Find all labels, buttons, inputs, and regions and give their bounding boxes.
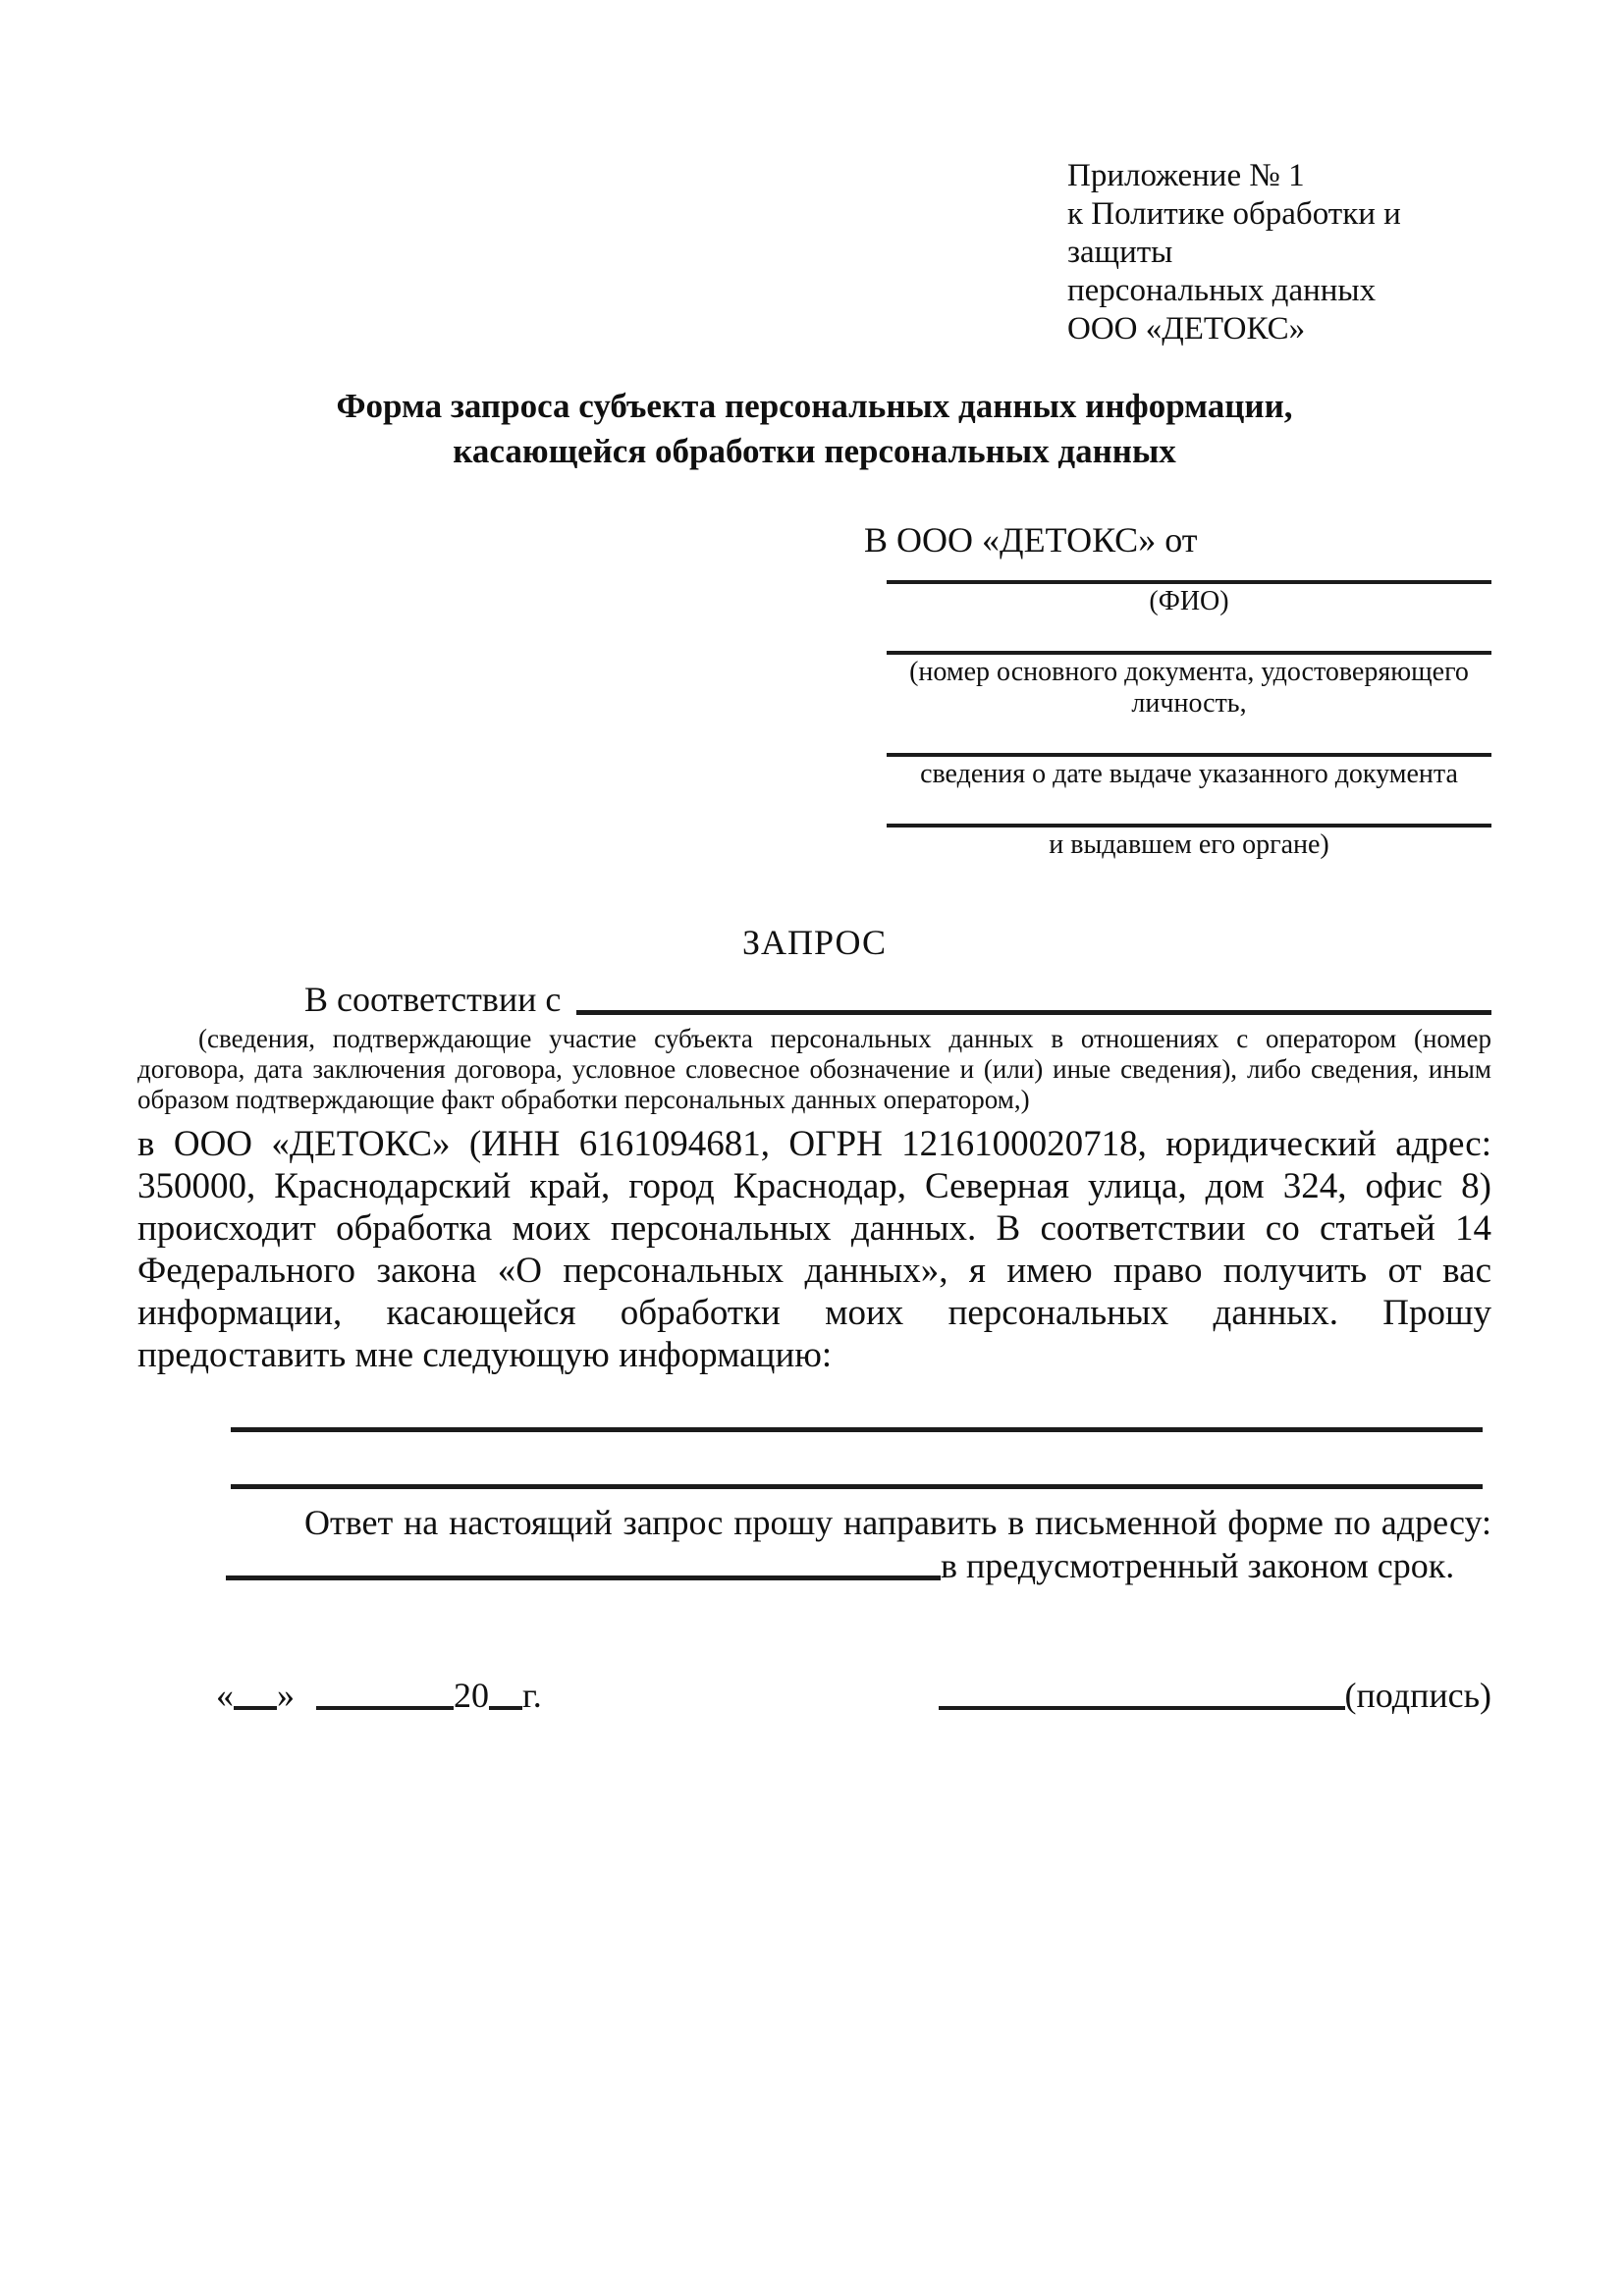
- response-request-line: Ответ на настоящий запрос прошу направить в письменной форме по адресу:: [304, 1503, 1491, 1542]
- appendix-header-line: ООО «ДЕТОКС»: [1067, 311, 1306, 347]
- addressee-block: [137, 519, 1491, 861]
- document-content: [137, 157, 1491, 1717]
- intro-line: [137, 977, 1491, 1022]
- year-fill-line: [489, 1706, 522, 1710]
- appendix-header-line: персональных данных: [1067, 273, 1377, 308]
- issuing-authority-field: [887, 790, 1491, 861]
- response-address-line: [137, 1544, 1491, 1587]
- year-suffix: г.: [522, 1676, 542, 1715]
- open-quote: «: [216, 1676, 234, 1715]
- appendix-header: [1067, 157, 1491, 348]
- request-body-paragraph: в ООО «ДЕТОКС» (ИНН 6161094681, ОГРН 1216100020718, юридический адрес: 350000, Краснодарский край, город Краснодар, Северная улица, дом 324, офис 8) происходит обработка моих персональных данных. В соответствии со статьей 14 Федерального закона «О персональных данных», я имею право получить от вас информации, касающейся обработки моих персональных данных. Прошу предоставить мне следующую информацию:: [137, 1124, 1491, 1375]
- document-number-fill-line: [887, 617, 1491, 655]
- page-title: [137, 384, 1491, 474]
- issuing-authority-fill-line: [887, 790, 1491, 828]
- day-fill-line: [234, 1706, 277, 1710]
- appendix-header-line: Приложение № 1: [1067, 158, 1305, 193]
- small-print-note: (сведения, подтверждающие участие субъекта персональных данных в отношениях с оператором (номер договора, дата заключения договора, условное словесное обозначение и (или) иные сведения), либо сведения, иным образом подтверждающие факт обработки персональных данных оператором,): [137, 1024, 1491, 1114]
- fio-field-caption: (ФИО): [1149, 586, 1229, 616]
- address-fill-line: [226, 1575, 941, 1580]
- info-fill-line: [231, 1427, 1483, 1432]
- intro-fill-line: [576, 977, 1491, 1015]
- page-title-line: Форма запроса субъекта персональных данных информации,: [336, 387, 1293, 425]
- issuing-authority-field-caption: и выдавшем его органе): [1049, 829, 1329, 860]
- addressee-to-line: В ООО «ДЕТОКС» от: [864, 520, 1198, 560]
- intro-prefix: В соответствии с: [304, 980, 562, 1019]
- paragraph-indent: [137, 977, 304, 1022]
- year-prefix: 20: [454, 1676, 489, 1715]
- issue-date-field: [887, 720, 1491, 790]
- response-suffix: в предусмотренный законом срок.: [941, 1546, 1455, 1585]
- info-fill-line: [231, 1484, 1483, 1489]
- appendix-header-line: к Политике обработки и защиты: [1067, 196, 1401, 270]
- date-block: [216, 1674, 542, 1717]
- signature-caption: (подпись): [1344, 1676, 1491, 1715]
- document-number-field: [887, 617, 1491, 720]
- addressee-fields: [887, 561, 1491, 861]
- issue-date-field-caption: сведения о дате выдаче указанного документа: [920, 759, 1458, 789]
- issue-date-fill-line: [887, 720, 1491, 757]
- month-fill-line: [316, 1706, 454, 1710]
- document-number-field-caption: (номер основного документа, удостоверяющего личность,: [909, 657, 1469, 719]
- fio-field: [887, 561, 1491, 617]
- close-quote: »: [277, 1676, 295, 1715]
- request-heading: ЗАПРОС: [742, 923, 887, 962]
- date-signature-row: [137, 1674, 1491, 1717]
- page-title-line: касающейся обработки персональных данных: [453, 432, 1176, 470]
- fio-fill-line: [887, 561, 1491, 584]
- signature-fill-line: [939, 1706, 1345, 1710]
